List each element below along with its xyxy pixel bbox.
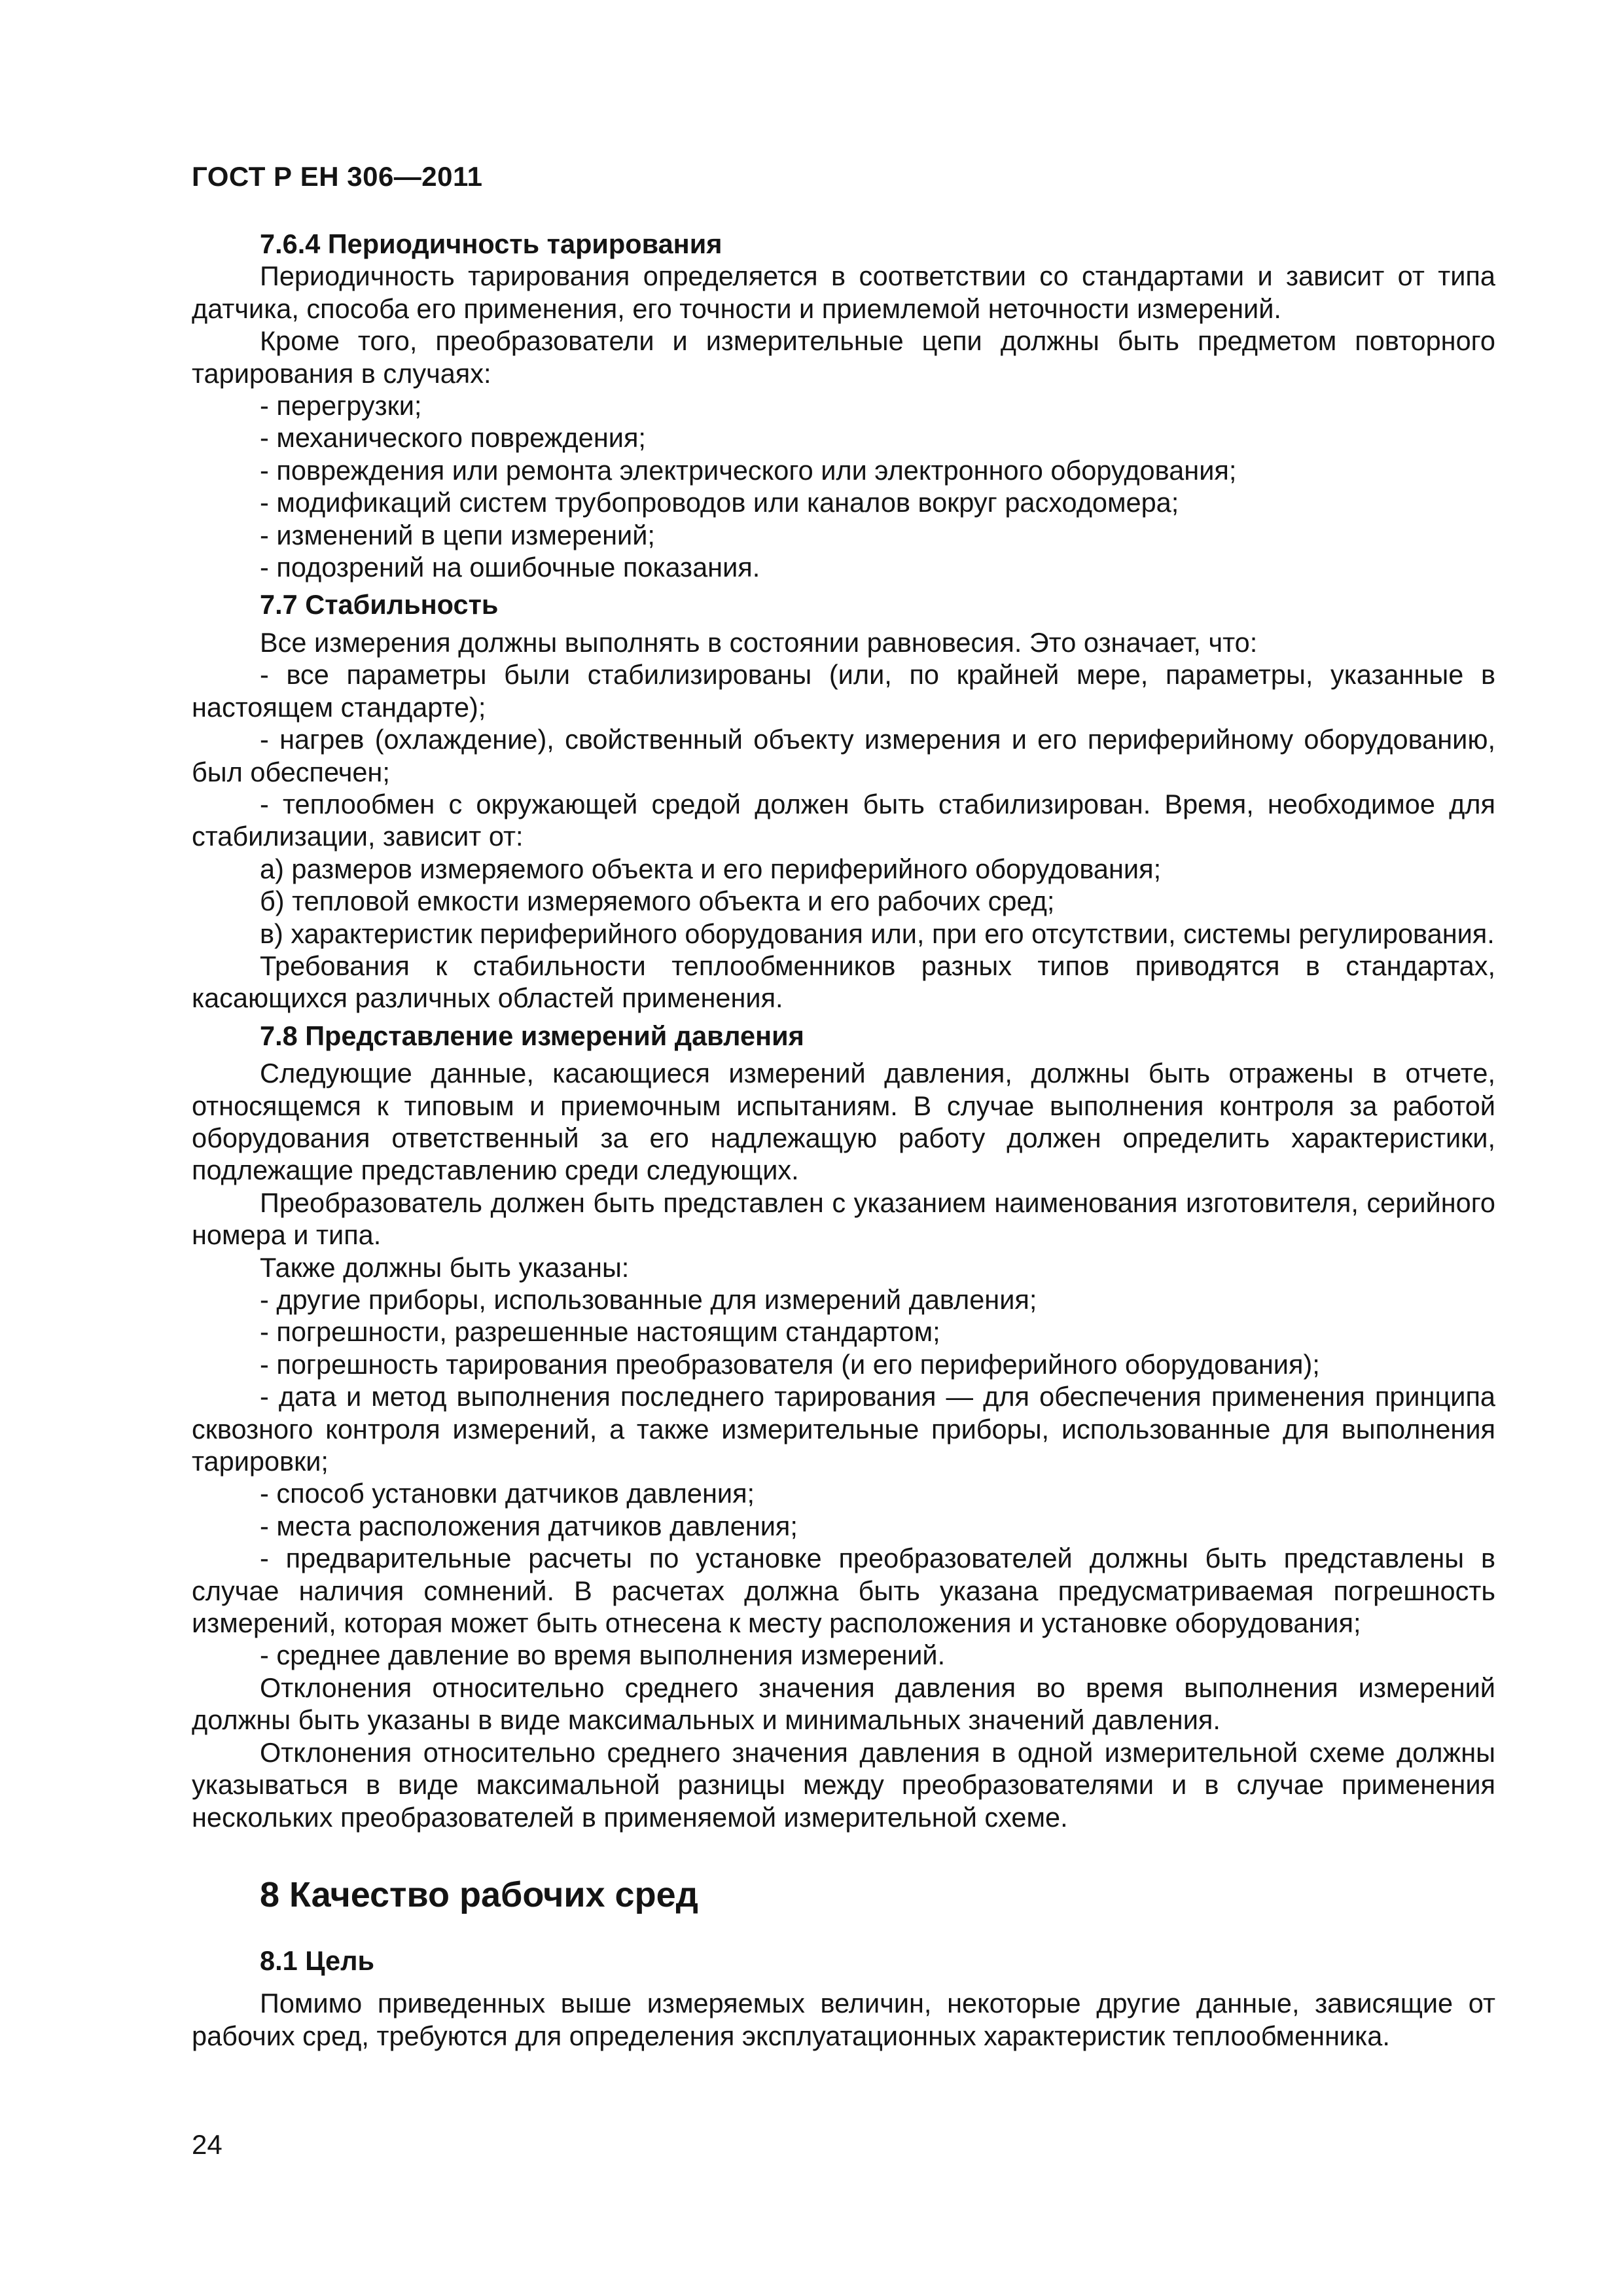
chapter-heading-8: 8 Качество рабочих сред — [260, 1874, 698, 1914]
paragraph: Помимо приведенных выше измеряемых величин, некоторые другие данные, зависящие от рабочих сред, требуются для определения эксплуатационных характеристик теплообменника. — [192, 1988, 1495, 2051]
list-item: - предварительные расчеты по установке преобразователей должны быть представлены в случае наличия сомнений. В расчетах должна быть указана предусматриваемая погрешность измерений, которая может быть отнесена к месту расположения и установке оборудования; — [192, 1543, 1495, 1639]
section-heading-7-6-4: 7.6.4 Периодичность тарирования — [260, 228, 722, 259]
list-item: - погрешности, разрешенные настоящим стандартом; — [260, 1316, 940, 1348]
paragraph: Также должны быть указаны: — [260, 1251, 630, 1283]
page-number: 24 — [192, 2129, 223, 2160]
paragraph: Кроме того, преобразователи и измерительные цепи должны быть предметом повторного тарирования в случаях: — [192, 325, 1495, 389]
list-item: - повреждения или ремонта электрического или электронного оборудования; — [260, 454, 1237, 486]
page-body — [192, 228, 1495, 2052]
document-code-header: ГОСТ Р ЕН 306—2011 — [192, 161, 483, 192]
list-item: - теплообмен с окружающей средой должен быть стабилизирован. Время, необходимое для стабилизации, зависит от: — [192, 788, 1495, 852]
list-item: - модификаций систем трубопроводов или каналов вокруг расходомера; — [260, 487, 1179, 518]
sub-list-item: в) характеристик периферийного оборудования или, при его отсутствии, системы регулирования. — [260, 918, 1495, 949]
section-heading-8-1: 8.1 Цель — [260, 1945, 374, 1976]
list-item: - способ установки датчиков давления; — [260, 1478, 755, 1509]
list-item: - среднее давление во время выполнения измерений. — [260, 1640, 946, 1671]
paragraph: Преобразователь должен быть представлен с указанием наименования изготовителя, серийного номера и типа. — [192, 1187, 1495, 1251]
list-item: - изменений в цепи измерений; — [260, 519, 655, 550]
section-heading-7-8: 7.8 Представление измерений давления — [260, 1020, 804, 1051]
sub-list-item: б) тепловой емкости измеряемого объекта и его рабочих сред; — [260, 886, 1055, 917]
section-heading-7-7: 7.7 Стабильность — [260, 589, 499, 620]
list-item: - все параметры были стабилизированы (или, по крайней мере, параметры, указанные в настоящем стандарте); — [192, 659, 1495, 723]
list-item: - нагрев (охлаждение), свойственный объекту измерения и его периферийному оборудованию, был обеспечен; — [192, 724, 1495, 787]
list-item: - перегрузки; — [260, 390, 422, 422]
list-item: - дата и метод выполнения последнего тарирования — для обеспечения применения принципа сквозного контроля измерений, а также измерительные приборы, использованные для выполнения тарировки; — [192, 1381, 1495, 1477]
sub-list-item: а) размеров измеряемого объекта и его периферийного оборудования; — [260, 853, 1162, 884]
list-item: - места расположения датчиков давления; — [260, 1510, 798, 1541]
paragraph: Отклонения относительно среднего значения давления во время выполнения измерений должны быть указаны в виде максимальных и минимальных значений давления. — [192, 1672, 1495, 1736]
list-item: - погрешность тарирования преобразователя (и его периферийного оборудования); — [260, 1348, 1320, 1380]
list-item: - механического повреждения; — [260, 422, 646, 454]
paragraph: Следующие данные, касающиеся измерений давления, должны быть отражены в отчете, относящемся к типовым и приемочным испытаниям. В случае выполнения контроля за работой оборудования ответственный за его надлежащую работу должен определить характеристики, подлежащие представлению среди следующих. — [192, 1058, 1495, 1186]
paragraph: Отклонения относительно среднего значения давления в одной измерительной схеме должны указываться в виде максимальной разницы между преобразователями и в случае применения нескольких преобразователей в применяемой измерительной схеме. — [192, 1736, 1495, 1833]
paragraph: Все измерения должны выполнять в состоянии равновесия. Это означает, что: — [260, 626, 1258, 658]
list-item: - другие приборы, использованные для измерений давления; — [260, 1284, 1037, 1315]
paragraph: Требования к стабильности теплообменников разных типов приводятся в стандартах, касающихся различных областей применения. — [192, 950, 1495, 1014]
list-item: - подозрений на ошибочные показания. — [260, 552, 760, 583]
paragraph: Периодичность тарирования определяется в соответствии со стандартами и зависит от типа датчика, способа его применения, его точности и приемлемой неточности измерений. — [192, 260, 1495, 324]
